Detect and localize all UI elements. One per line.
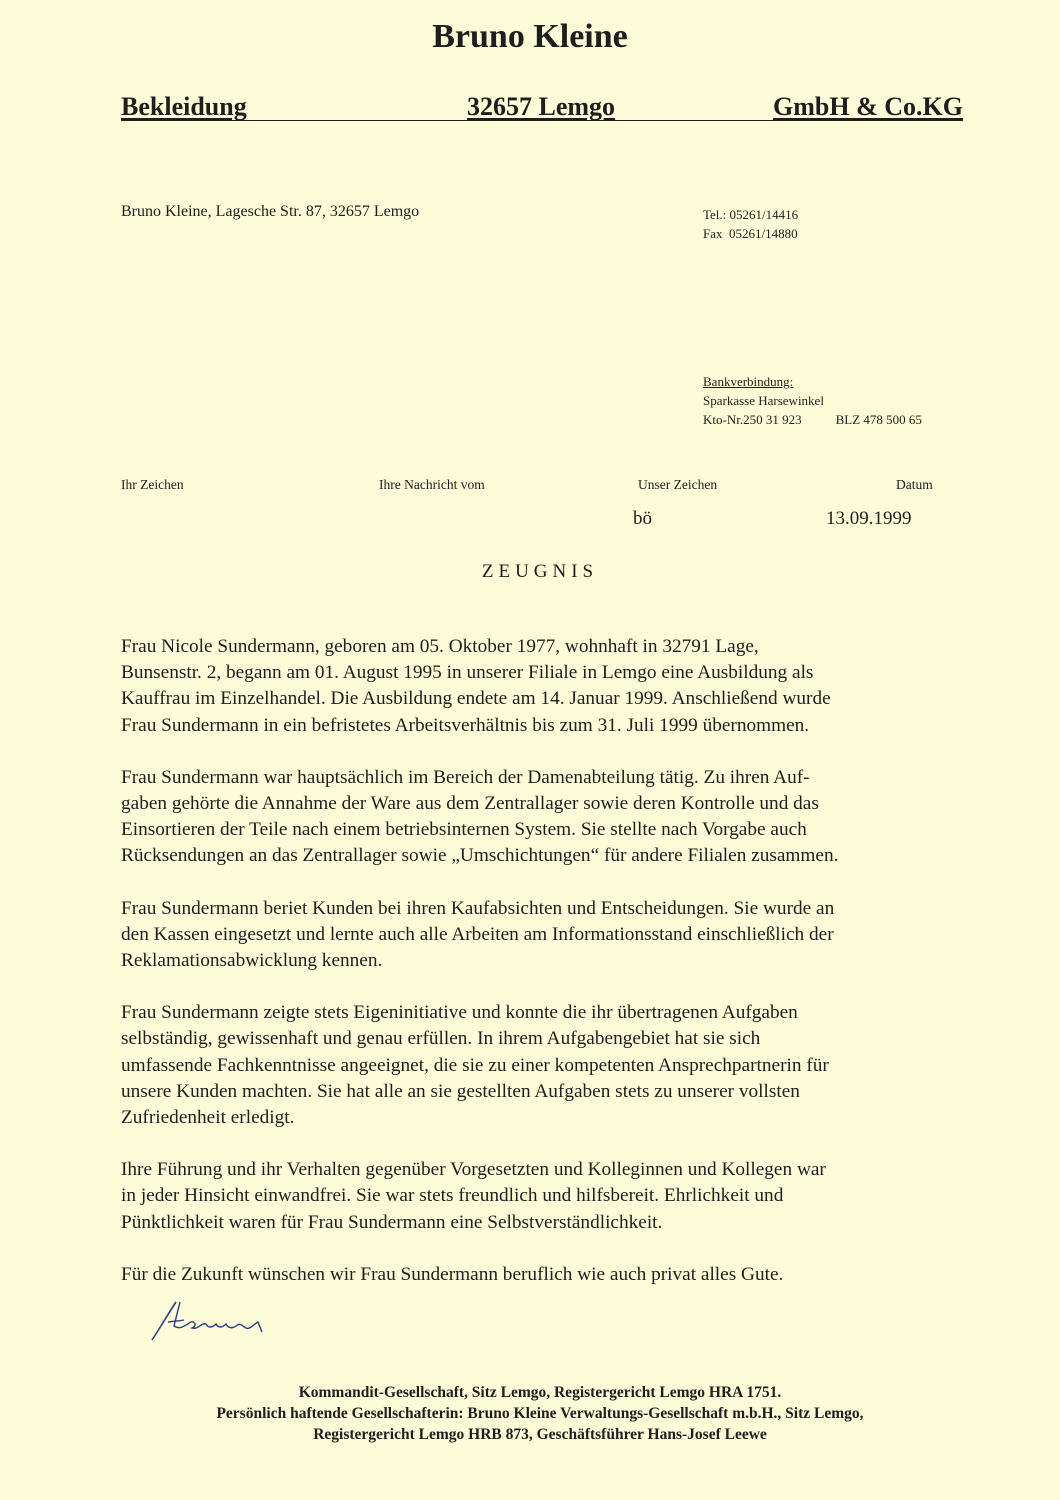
text-line: den Kassen eingesetzt und lernte auch alle Arbeiten am Informationsstand einschließlich der: [121, 923, 834, 945]
ref-label-ihre-nachricht: Ihre Nachricht vom: [379, 477, 485, 492]
paragraph-customer-service: [121, 896, 936, 975]
company-name: Bruno Kleine: [432, 18, 628, 55]
bank-account-number: Kto-Nr.250 31 923: [703, 412, 802, 427]
paragraph-duties: [121, 765, 936, 870]
fax-number: Fax 05261/14880: [703, 226, 798, 241]
text-line: gaben gehörte die Annahme der Ware aus dem Zentrallager sowie deren Kontrolle und das: [121, 793, 819, 815]
text-line: Frau Sundermann in ein befristetes Arbeitsverhältnis bis zum 31. Juli 1999 übernommen.: [121, 714, 810, 736]
letterhead-legal-form: GmbH & Co.KG: [773, 92, 963, 121]
bank-code: BLZ 478 500 65: [835, 412, 922, 427]
sender-address: Bruno Kleine, Lagesche Str. 87, 32657 Lemgo: [121, 203, 420, 220]
ref-value-unser-zeichen: bö: [633, 508, 652, 529]
footer-line: Registergericht Lemgo HRB 873, Geschäftsführer Hans-Josef Leewe: [313, 1426, 767, 1443]
text-line: Frau Nicole Sundermann, geboren am 05. Oktober 1977, wohnhaft in 32791 Lage,: [121, 636, 759, 657]
paragraph-closing: [121, 1262, 936, 1288]
text-line: Kauffrau im Einzelhandel. Die Ausbildung endete am 14. Januar 1999. Anschließend wurde: [121, 688, 831, 710]
ref-label-unser-zeichen: Unser Zeichen: [638, 477, 718, 492]
text-line: Einsortieren der Teile nach einem betriebsinternen System. Sie stellte nach Vorgabe auch: [121, 819, 807, 841]
letterhead-line: [121, 92, 963, 121]
contact-block: [703, 205, 798, 243]
text-line: Zufriedenheit erledigt.: [121, 1107, 295, 1129]
footer-line: Kommandit-Gesellschaft, Sitz Lemgo, Registergericht Lemgo HRA 1751.: [298, 1384, 782, 1401]
text-line: umfassende Fachkenntnisse angeeignet, die sie zu einer kompetenten Ansprechpartnerin für: [121, 1054, 829, 1076]
text-line: selbständig, gewissenhaft und genau erfüllen. In ihrem Aufgabengebiet hat sie sich: [121, 1028, 761, 1050]
bank-account-row: [703, 410, 922, 429]
ref-label-ihr-zeichen: Ihr Zeichen: [121, 477, 184, 492]
text-line: Frau Sundermann zeigte stets Eigeninitiative und konnte die ihr übertragenen Aufgaben: [121, 1002, 798, 1024]
paragraph-employment: [121, 634, 936, 739]
phone-number: Tel.: 05261/14416: [703, 207, 799, 222]
footer-line: Persönlich haftende Gesellschafterin: Bruno Kleine Verwaltungs-Gesellschaft m.b.H., Sitz Lemgo,: [216, 1405, 864, 1422]
text-line: Frau Sundermann beriet Kunden bei ihren Kaufabsichten und Entscheidungen. Sie wurde an: [121, 897, 835, 919]
signature: [150, 1296, 280, 1344]
text-line: unsere Kunden machten. Sie hat alle an sie gestellten Aufgaben stets zu unserer vollsten: [121, 1080, 800, 1102]
bank-name: Sparkasse Harsewinkel: [703, 393, 824, 408]
text-line: Reklamationsabwicklung kennen.: [121, 950, 383, 972]
letter-body: [121, 634, 936, 1314]
letterhead-business: Bekleidung: [121, 92, 247, 121]
document-title: ZEUGNIS: [481, 561, 599, 582]
ref-label-datum: Datum: [896, 477, 933, 492]
ref-value-datum: 13.09.1999: [826, 508, 912, 529]
text-line: Ihre Führung und ihr Verhalten gegenüber Vorgesetzten und Kolleginnen und Kollegen war: [121, 1159, 826, 1181]
text-line: Rücksendungen an das Zentrallager sowie „Umschichtungen“ für andere Filialen zusammen.: [121, 845, 839, 867]
text-line: Pünktlichkeit waren für Frau Sundermann eine Selbstverständlichkeit.: [121, 1211, 663, 1233]
bank-details: [703, 372, 922, 429]
company-footer: [0, 1382, 1060, 1445]
text-line: Für die Zukunft wünschen wir Frau Sundermann beruflich wie auch privat alles Gute.: [121, 1263, 784, 1285]
bank-title: Bankverbindung:: [703, 374, 794, 389]
text-line: Bunsenstr. 2, begann am 01. August 1995 in unserer Filiale in Lemgo eine Ausbildung als: [121, 662, 814, 684]
paragraph-performance: [121, 1000, 936, 1131]
text-line: in jeder Hinsicht einwandfrei. Sie war stets freundlich und hilfsbereit. Ehrlichkeit und: [121, 1185, 784, 1207]
text-line: Frau Sundermann war hauptsächlich im Bereich der Damenabteilung tätig. Zu ihren Auf-: [121, 766, 810, 788]
paragraph-conduct: [121, 1157, 936, 1236]
letterhead-city: 32657 Lemgo: [467, 92, 616, 121]
